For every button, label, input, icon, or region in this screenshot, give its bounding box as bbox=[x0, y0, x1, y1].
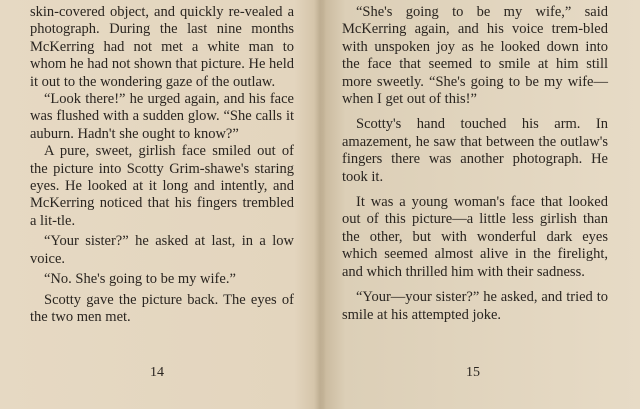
paragraph: “Your sister?” he asked at last, in a low voice. bbox=[30, 233, 294, 267]
left-page bbox=[30, 4, 294, 404]
paragraph: “She's going to be my wife,” said McKerring again, and his voice trem-bled with unspoken joy as he looked down into the face that seemed to smile at him still more sweetly. “She's going to be my wife—when I get out of this!” bbox=[342, 4, 608, 108]
paragraph: A pure, sweet, girlish face smiled out of the picture into Scotty Grim-shawe's staring eyes. He looked at it long and intently, and McKerring noticed that his fingers trembled a lit-tle. bbox=[30, 143, 294, 229]
paragraph: Scotty's hand touched his arm. In amazement, he saw that between the outlaw's fingers there was another photograph. He took it. bbox=[342, 116, 608, 185]
paragraph: skin-covered object, and quickly re-vealed a photograph. During the last nine months McKerring had not met a white man to whom he had not shown that picture. He held it out to the wondering gaze of the outlaw. bbox=[30, 4, 294, 90]
page-number-right: 15 bbox=[466, 365, 480, 380]
paragraph: It was a young woman's face that looked out of this picture—a little less girlish than the other, but with wonderful dark eyes which seemed almost alive in the firelight, and which thrilled him with their sadness. bbox=[342, 194, 608, 280]
paragraph: “No. She's going to be my wife.” bbox=[44, 271, 236, 288]
book-gutter bbox=[314, 0, 326, 409]
paragraph: “Look there!” he urged again, and his face was flushed with a sudden glow. “She calls it auburn. Hadn't she ought to know?” bbox=[30, 91, 294, 142]
paragraph: Scotty gave the picture back. The eyes of the two men met. bbox=[30, 291, 294, 325]
right-page bbox=[342, 4, 608, 404]
page-number-left: 14 bbox=[150, 365, 164, 380]
paragraph: “Your—your sister?” he asked, and tried to smile at his attempted joke. bbox=[342, 289, 608, 323]
